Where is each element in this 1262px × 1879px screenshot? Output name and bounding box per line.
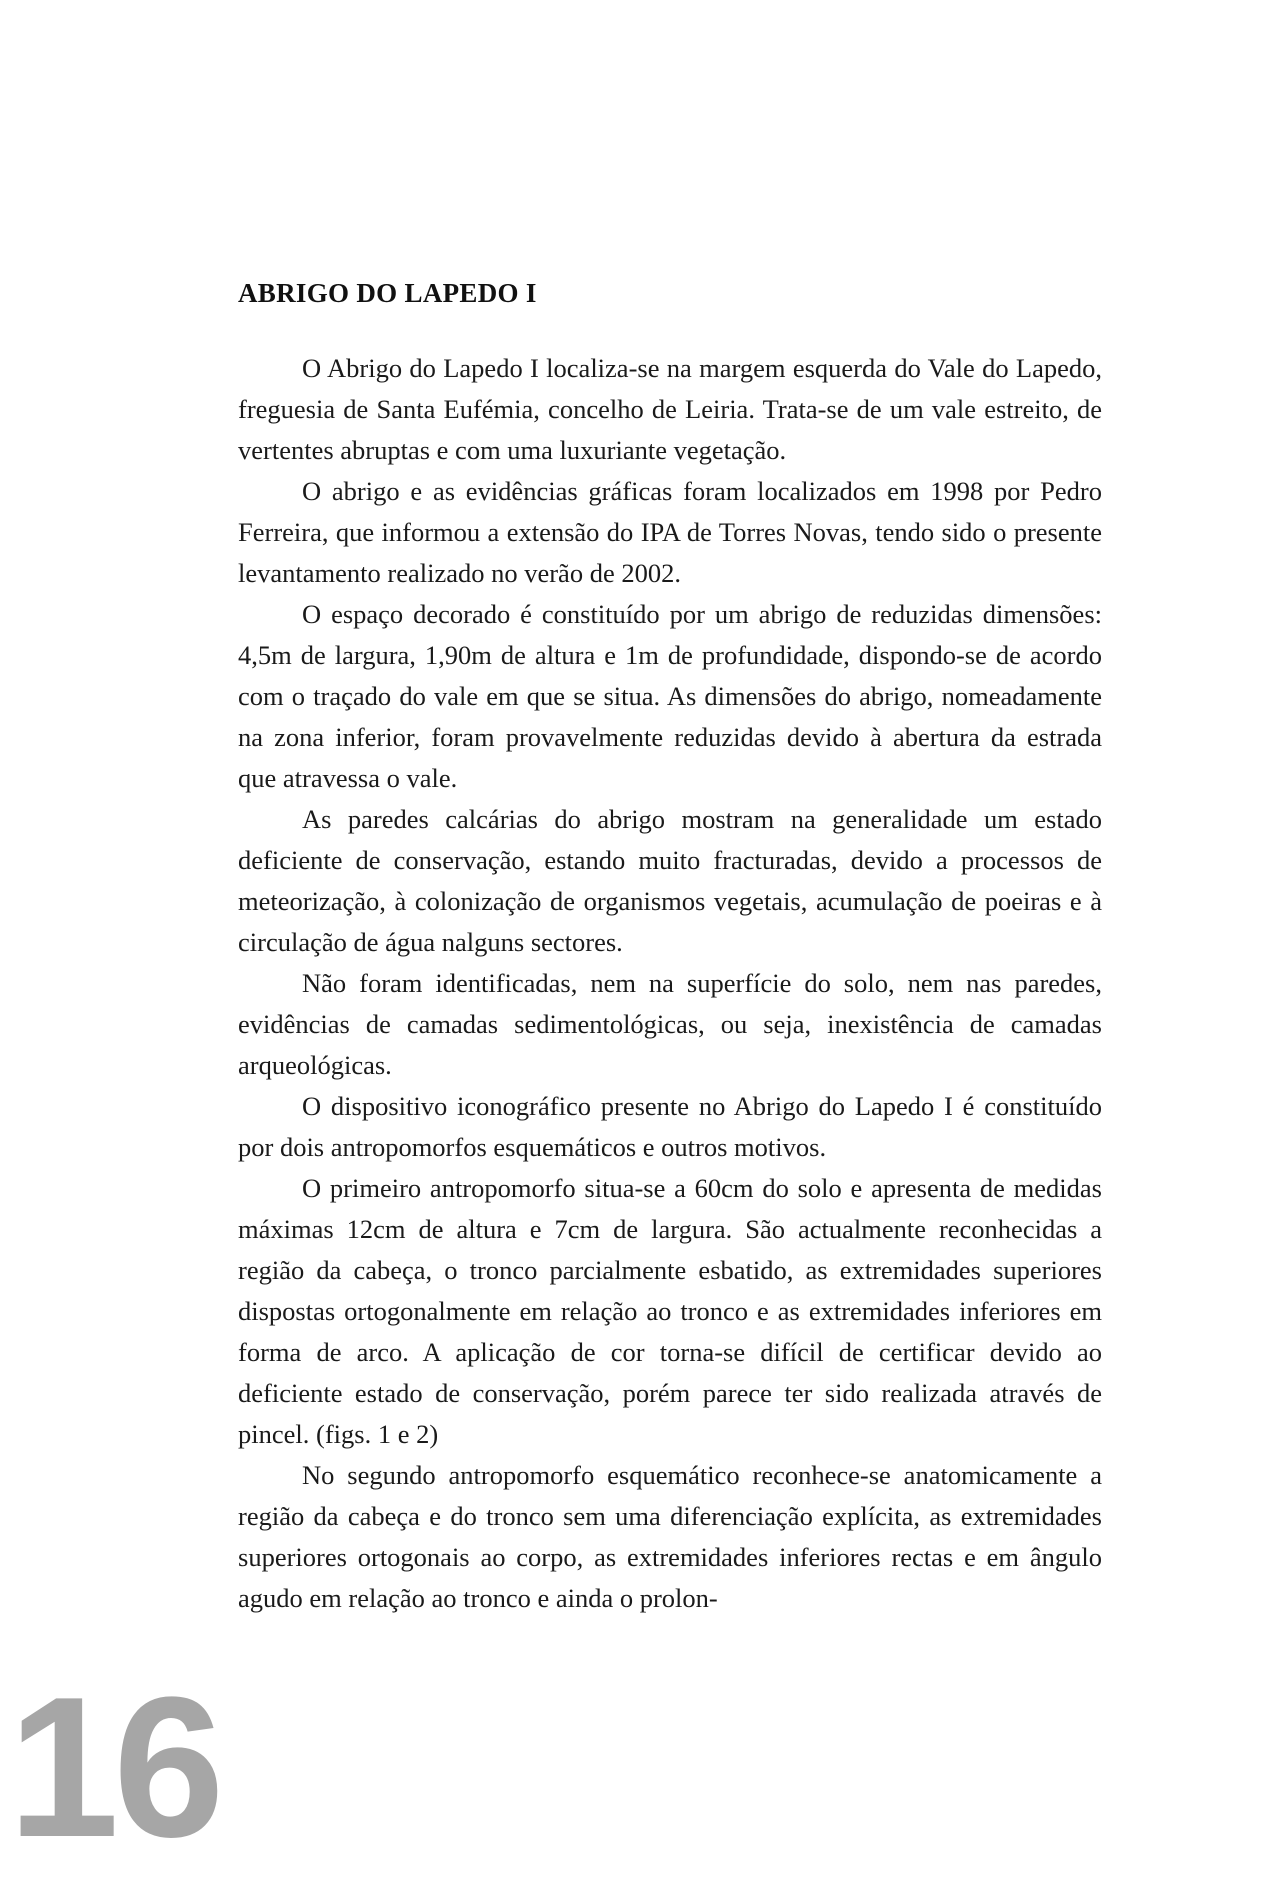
paragraph-8: No segundo antropomorfo esquemático reconhece-se anatomicamente a região da cabeça e do tronco sem uma diferenciação explícita, as extremidades superiores ortogonais ao corpo, as extremidades inferiores rectas e em ângulo agudo em relação ao tronco e ainda o prolon- (238, 1460, 1102, 1613)
paragraph-1: O Abrigo do Lapedo I localiza-se na margem esquerda do Vale do Lapedo, freguesia de Santa Eufémia, concelho de Leiria. Trata-se de um vale estreito, de vertentes abruptas e com uma luxuriante vegetação. (238, 353, 1102, 465)
body-text (238, 348, 1102, 1619)
paragraph-2: O abrigo e as evidências gráficas foram localizados em 1998 por Pedro Ferreira, que informou a extensão do IPA de Torres Novas, tendo sido o presente levantamento realizado no verão de 2002. (238, 476, 1102, 588)
paragraph-6: O dispositivo iconográfico presente no Abrigo do Lapedo I é constituído por dois antropomorfos esquemáticos e outros motivos. (238, 1091, 1102, 1162)
paragraph-7: O primeiro antropomorfo situa-se a 60cm do solo e apresenta de medidas máximas 12cm de altura e 7cm de largura. São actualmente reconhecidas a região da cabeça, o tronco parcialmente esbatido, as extremidades superiores dispostas ortogonalmente em relação ao tronco e as extremidades inferiores em forma de arco. A aplicação de cor torna-se difícil de certificar devido ao deficiente estado de conservação, porém parece ter sido realizada através de pincel. (figs. 1 e 2) (238, 1173, 1102, 1449)
page-content (238, 272, 1102, 1619)
paragraph-5: Não foram identificadas, nem na superfície do solo, nem nas paredes, evidências de camadas sedimentológicas, ou seja, inexistência de camadas arqueológicas. (238, 968, 1102, 1080)
paragraph-4: As paredes calcárias do abrigo mostram na generalidade um estado deficiente de conservação, estando muito fracturadas, devido a processos de meteorização, à colonização de organismos vegetais, acumulação de poeiras e à circulação de água nalguns sectores. (238, 804, 1102, 957)
paragraph-3: O espaço decorado é constituído por um abrigo de reduzidas dimensões: 4,5m de largura, 1,90m de altura e 1m de profundidade, dispondo-se de acordo com o traçado do vale em que se situa. As dimensões do abrigo, nomeadamente na zona inferior, foram provavelmente reduzidas devido à abertura da estrada que atravessa o vale. (238, 599, 1102, 793)
section-title: ABRIGO DO LAPEDO I (238, 278, 537, 308)
page-number: 16 (8, 1656, 219, 1879)
